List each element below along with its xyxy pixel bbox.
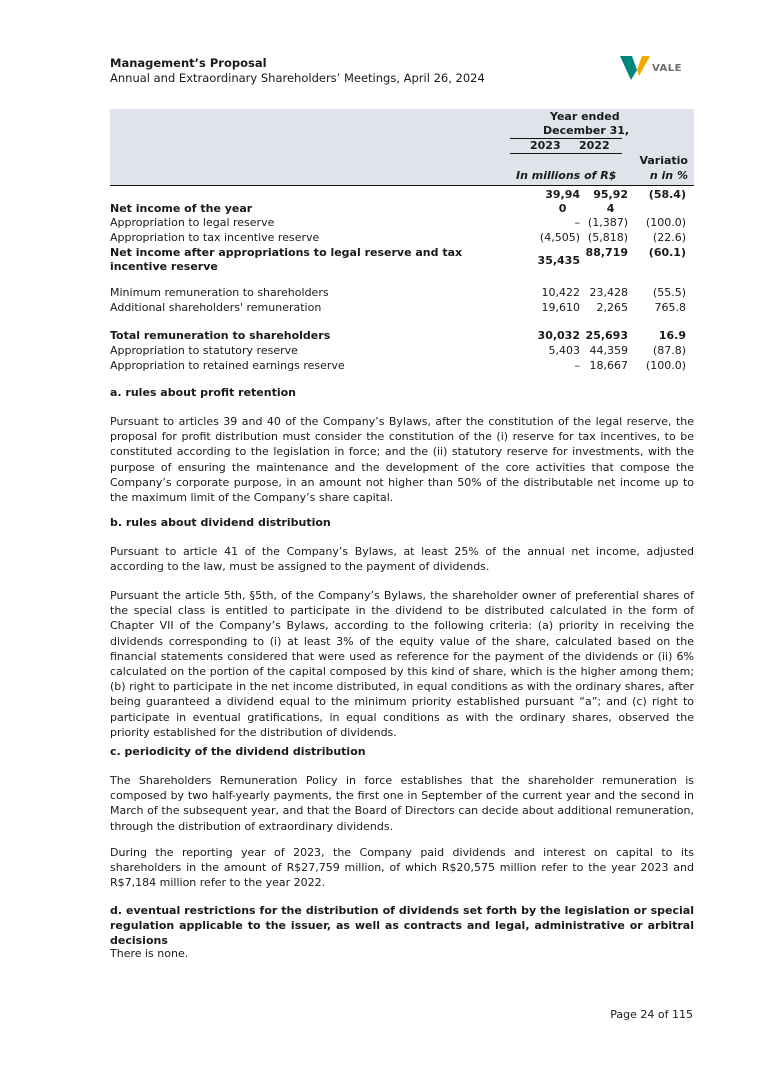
value-variation: (87.8) bbox=[652, 344, 686, 357]
value-2023: 35,435 bbox=[537, 254, 580, 267]
section-a-title: a. rules about profit retention bbox=[110, 386, 297, 399]
header-year-ended: Year ended bbox=[550, 110, 620, 123]
section-c-title: c. periodicity of the dividend distribution bbox=[110, 745, 366, 758]
row-label: Appropriation to statutory reserve bbox=[110, 344, 298, 357]
financial-table bbox=[110, 109, 694, 372]
header-2022: 2022 bbox=[579, 139, 610, 152]
value-2022: 23,428 bbox=[589, 286, 628, 299]
row-label: Additional shareholders' remuneration bbox=[110, 301, 322, 314]
header-december: December 31, bbox=[543, 124, 630, 137]
row-label: Net income after appropriations to legal reserve and tax incentive reserve bbox=[110, 246, 463, 273]
value-2023: – bbox=[574, 216, 580, 229]
value-2023: 39,94 0 bbox=[545, 188, 580, 215]
row-label: Appropriation to tax incentive reserve bbox=[110, 231, 320, 244]
value-2022: 88,719 bbox=[585, 246, 628, 259]
row-label: Minimum remuneration to shareholders bbox=[110, 286, 329, 299]
value-variation: (22.6) bbox=[652, 231, 686, 244]
header-2023: 2023 bbox=[530, 139, 561, 152]
value-2022: 95,92 4 bbox=[593, 188, 628, 215]
header-variation-1: Variatio bbox=[639, 154, 688, 167]
value-2022: 44,359 bbox=[589, 344, 628, 357]
value-2023: (4,505) bbox=[539, 231, 580, 244]
value-variation: (100.0) bbox=[645, 216, 686, 229]
value-2023: 30,032 bbox=[537, 329, 580, 342]
row-label: Appropriation to legal reserve bbox=[110, 216, 275, 229]
value-2023: – bbox=[574, 359, 580, 372]
value-variation: (100.0) bbox=[645, 359, 686, 372]
header-subtitle: Annual and Extraordinary Shareholders’ Meetings, April 26, 2024 bbox=[110, 71, 485, 85]
value-variation: 16.9 bbox=[658, 329, 686, 342]
section-d-title: d. eventual restrictions for the distribution of dividends set forth by the legislation or special regulation applicable to the issuer, as well as contracts and legal, administrative or arbitral decisions bbox=[110, 904, 694, 948]
logo-text: VALE bbox=[652, 63, 683, 74]
page-number: Page 24 of 115 bbox=[610, 1008, 693, 1021]
section-c-paragraph-2: During the reporting year of 2023, the Company paid dividends and interest on capital to its shareholders in the amount of R$27,759 million, of which R$20,575 million refer to the year 2023 and R$7,184 million refer to the year 2022. bbox=[110, 846, 694, 890]
value-variation: (60.1) bbox=[648, 246, 686, 259]
header-underline bbox=[510, 153, 622, 154]
section-c-paragraph-1: The Shareholders Remuneration Policy in force establishes that the shareholder remuneration is composed by two half-yearly payments, the first one in September of the current year and the second in March of the subsequent year, and that the Board of Directors can decide about additional remuneration, through the distribution of extraordinary dividends. bbox=[110, 774, 694, 833]
header-variation-2: n in % bbox=[649, 169, 688, 182]
value-2022: (1,387) bbox=[587, 216, 628, 229]
value-2022: 25,693 bbox=[585, 329, 628, 342]
table-row bbox=[110, 246, 694, 276]
row-label: Appropriation to retained earnings reserve bbox=[110, 359, 345, 372]
table-row bbox=[110, 188, 694, 216]
section-b-title: b. rules about dividend distribution bbox=[110, 516, 331, 529]
row-label: Net income of the year bbox=[110, 202, 253, 215]
value-variation: (58.4) bbox=[648, 188, 686, 201]
value-2023: 10,422 bbox=[541, 286, 580, 299]
section-a-paragraph: Pursuant to articles 39 and 40 of the Company’s Bylaws, after the constitution of the legal reserve, the proposal for profit distribution must consider the constitution of the (i) reserve for tax incentives, to be constituted according to the legislation in force; and the (ii) statutory reserve for investments, with the purpose of ensuring the maintenance and the development of the core activities that compose the Company’s corporate purpose, in an amount not higher than 50% of the distributable net income up to the maximum limit of the Company’s share capital. bbox=[110, 415, 694, 505]
value-variation: 765.8 bbox=[654, 301, 686, 314]
header-units: In millions of R$ bbox=[516, 169, 617, 182]
table-header bbox=[110, 109, 694, 186]
value-2023: 19,610 bbox=[541, 301, 580, 314]
value-2022: 18,667 bbox=[589, 359, 628, 372]
section-b-paragraph-1: Pursuant to article 41 of the Company’s Bylaws, at least 25% of the annual net income, adjusted according to the law, must be assigned to the payment of dividends. bbox=[110, 545, 694, 574]
section-b-paragraph-2: Pursuant the article 5th, §5th, of the Company’s Bylaws, the shareholder owner of preferential shares of the special class is entitled to participate in the dividend to be distributed calculated in the form of Chapter VII of the Company’s Bylaws, according to the following criteria: (a) priority in receiving the dividends corresponding to (i) at least 3% of the equity value of the share, calculated based on the financial statements considered that were used as reference for the payment of the dividends or (ii) 6% calculated on the portion of the capital composed by this kind of share, which is the higher among them; (b) right to participate in the net income distributed, in equal conditions as with the ordinary shares, after being guaranteed a dividend equal to the minimum priority established pursuant “a”; and (c) right to participate in eventual gratifications, in equal conditions as with the ordinary shares, observed the priority established for the distribution of dividends. bbox=[110, 589, 694, 739]
value-2023: 5,403 bbox=[548, 344, 580, 357]
section-d-paragraph: There is none. bbox=[110, 947, 189, 960]
header-title: Management’s Proposal bbox=[110, 56, 267, 70]
value-variation: (55.5) bbox=[652, 286, 686, 299]
value-2022: 2,265 bbox=[596, 301, 628, 314]
row-label: Total remuneration to shareholders bbox=[110, 329, 331, 342]
value-2022: (5,818) bbox=[587, 231, 628, 244]
